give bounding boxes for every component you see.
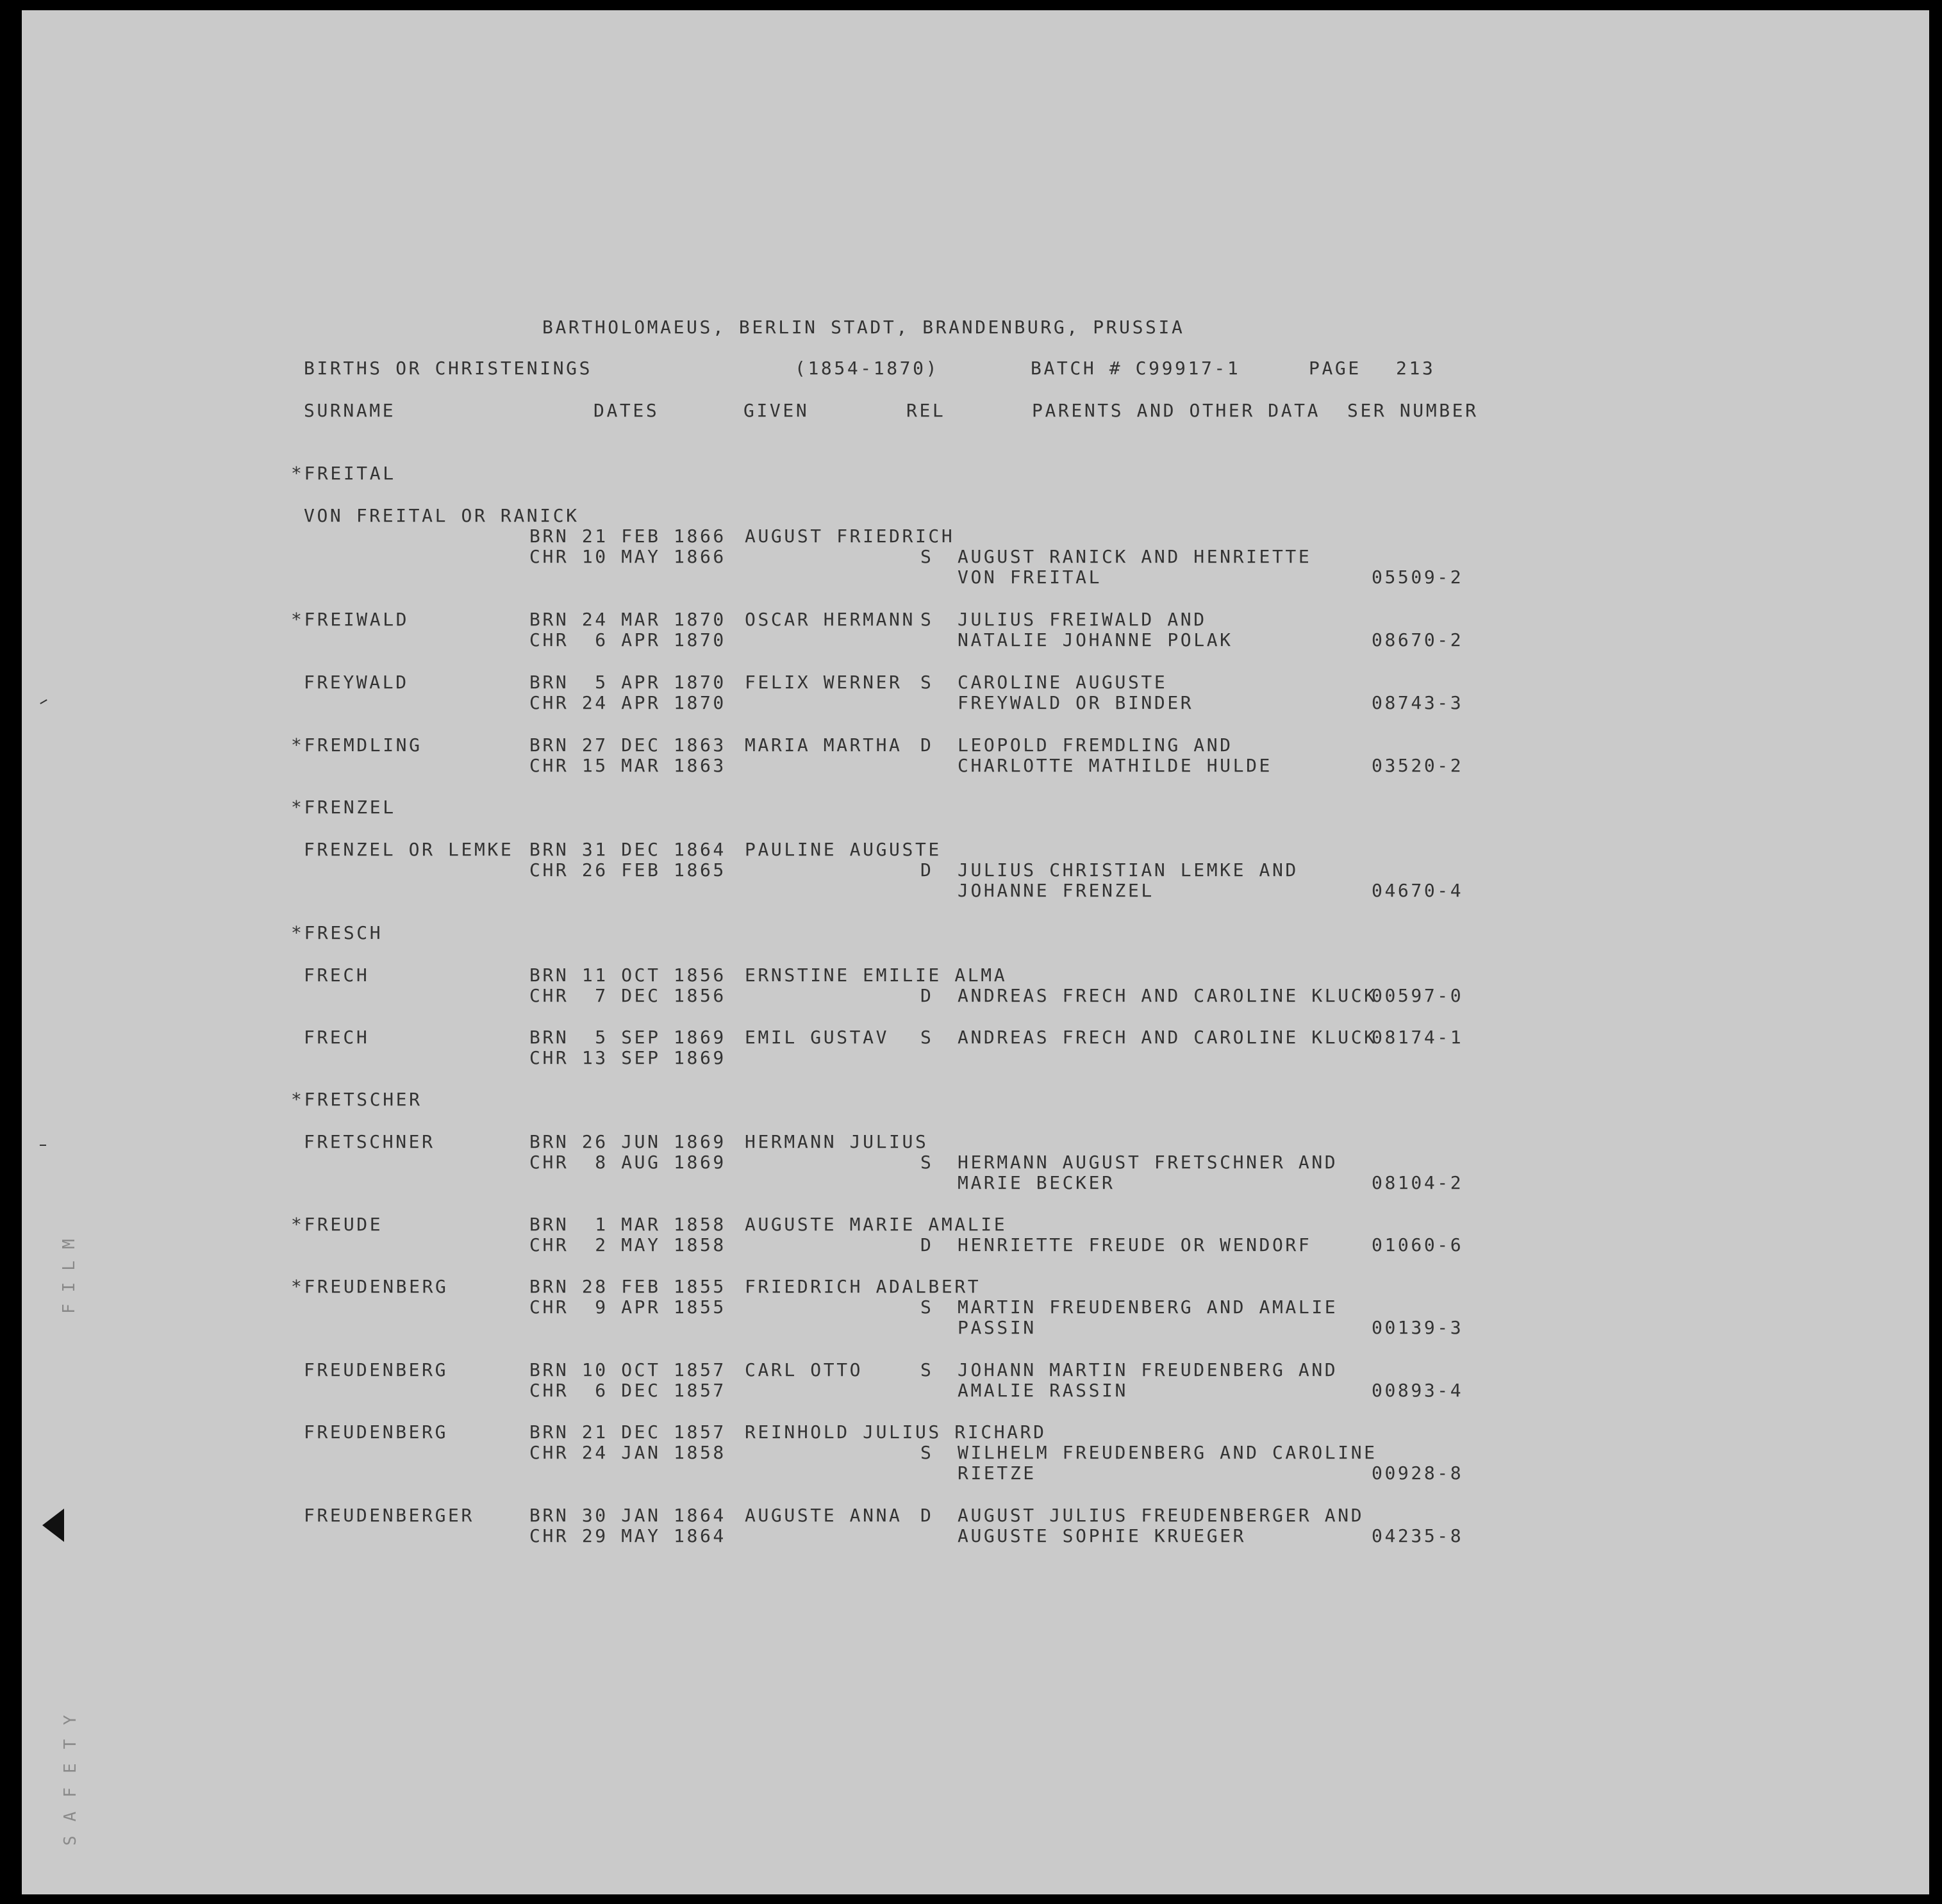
parents-cont: AMALIE RASSIN: [958, 1380, 1128, 1401]
relation: S: [920, 609, 934, 630]
col-ser-number: SER NUMBER: [1347, 400, 1479, 421]
christening-date: CHR 24 APR 1870: [529, 692, 726, 713]
parents: ANDREAS FRECH AND CAROLINE KLUCK: [958, 1027, 1377, 1048]
group-heading: *FRESCH: [291, 922, 383, 943]
surname: FREUDENBERGER: [304, 1505, 474, 1526]
parents: JOHANN MARTIN FREUDENBERG AND: [958, 1359, 1338, 1380]
ser-number: 05509-2: [1372, 567, 1464, 588]
birth-date: BRN 5 SEP 1869: [529, 1027, 726, 1048]
birth-date: BRN 5 APR 1870: [529, 672, 726, 693]
relation: D: [920, 859, 934, 881]
birth-date: BRN 24 MAR 1870: [529, 609, 726, 630]
given-name: REINHOLD JULIUS RICHARD: [745, 1421, 1047, 1443]
surname: *FREUDENBERG: [291, 1276, 449, 1297]
parents-cont: FREYWALD OR BINDER: [958, 692, 1194, 713]
given-name: EMIL GUSTAV: [745, 1027, 890, 1048]
page-number: 213: [1396, 358, 1436, 379]
christening-date: CHR 13 SEP 1869: [529, 1047, 726, 1068]
surname: FRECH: [304, 964, 370, 986]
surname: FRECH: [304, 1027, 370, 1048]
given-name: CARL OTTO: [745, 1359, 863, 1380]
page-title: BARTHOLOMAEUS, BERLIN STADT, BRANDENBURG, PRUSSIA: [542, 317, 1185, 338]
relation: S: [920, 1359, 934, 1380]
ser-number: 04235-8: [1372, 1525, 1464, 1546]
birth-date: BRN 1 MAR 1858: [529, 1214, 726, 1235]
birth-date: BRN 26 JUN 1869: [529, 1131, 726, 1152]
relation: S: [920, 1296, 934, 1318]
ser-number: 04670-4: [1372, 880, 1464, 901]
given-name: FELIX WERNER: [745, 672, 902, 693]
parents: AUGUST JULIUS FREUDENBERGER AND: [958, 1505, 1365, 1526]
group-heading: *FRETSCHER: [291, 1089, 422, 1110]
col-rel: REL: [906, 400, 946, 421]
year-range: (1854-1870): [795, 358, 940, 379]
record-type: BIRTHS OR CHRISTENINGS: [304, 358, 593, 379]
given-name: ERNSTINE EMILIE ALMA: [745, 964, 1008, 986]
christening-date: CHR 24 JAN 1858: [529, 1442, 726, 1463]
parents-cont: RIETZE: [958, 1462, 1036, 1484]
given-name: MARIA MARTHA: [745, 734, 902, 756]
relation: S: [920, 1152, 934, 1173]
surname: *FREUDE: [291, 1214, 383, 1235]
parents: WILHELM FREUDENBERG AND CAROLINE: [958, 1442, 1377, 1463]
surname: FREYWALD: [304, 672, 409, 693]
christening-date: CHR 26 FEB 1865: [529, 859, 726, 881]
surname: FREUDENBERG: [304, 1421, 449, 1443]
parents-cont: VON FREITAL: [958, 567, 1102, 588]
christening-date: CHR 7 DEC 1856: [529, 985, 726, 1006]
film-label: FILM: [60, 1227, 79, 1314]
birth-date: BRN 30 JAN 1864: [529, 1505, 726, 1526]
tick-mark-icon: [40, 1145, 46, 1146]
birth-date: BRN 21 FEB 1866: [529, 526, 726, 547]
col-dates: DATES: [593, 400, 660, 421]
col-surname: SURNAME: [304, 400, 396, 421]
birth-date: BRN 28 FEB 1855: [529, 1276, 726, 1297]
ser-number: 00597-0: [1372, 985, 1464, 1006]
parents: JULIUS FREIWALD AND: [958, 609, 1207, 630]
birth-date: BRN 10 OCT 1857: [529, 1359, 726, 1380]
parents-cont: PASSIN: [958, 1317, 1036, 1338]
relation: D: [920, 985, 934, 1006]
relation: D: [920, 734, 934, 756]
safety-label: SAFETY: [61, 1701, 80, 1846]
parents-cont: MARIE BECKER: [958, 1172, 1115, 1193]
ser-number: 08743-3: [1372, 692, 1464, 713]
birth-date: BRN 31 DEC 1864: [529, 839, 726, 860]
surname: FRENZEL OR LEMKE: [304, 839, 514, 860]
given-name: AUGUST FRIEDRICH: [745, 526, 955, 547]
microfilm-page: [22, 10, 1929, 1894]
given-name: AUGUSTE ANNA: [745, 1505, 902, 1526]
group-heading: *FRENZEL: [291, 797, 396, 818]
christening-date: CHR 6 APR 1870: [529, 629, 726, 650]
birth-date: BRN 27 DEC 1863: [529, 734, 726, 756]
given-name: PAULINE AUGUSTE: [745, 839, 942, 860]
parents: LEOPOLD FREMDLING AND: [958, 734, 1233, 756]
relation: S: [920, 546, 934, 567]
parents: HERMANN AUGUST FRETSCHNER AND: [958, 1152, 1338, 1173]
surname: *FREMDLING: [291, 734, 422, 756]
parents: ANDREAS FRECH AND CAROLINE KLUCK: [958, 985, 1377, 1006]
col-given: GIVEN: [743, 400, 809, 421]
parents: CAROLINE AUGUSTE: [958, 672, 1168, 693]
parents: JULIUS CHRISTIAN LEMKE AND: [958, 859, 1299, 881]
parents-cont: JOHANNE FRENZEL: [958, 880, 1154, 901]
parents: AUGUST RANICK AND HENRIETTE: [958, 546, 1312, 567]
ser-number: 00928-8: [1372, 1462, 1464, 1484]
col-parents: PARENTS AND OTHER DATA: [1032, 400, 1321, 421]
parents: MARTIN FREUDENBERG AND AMALIE: [958, 1296, 1338, 1318]
ser-number: 08104-2: [1372, 1172, 1464, 1193]
christening-date: CHR 15 MAR 1863: [529, 755, 726, 776]
film-marker-triangle-icon: [42, 1509, 64, 1542]
surname: VON FREITAL OR RANICK: [304, 505, 579, 526]
parents-cont: NATALIE JOHANNE POLAK: [958, 629, 1233, 650]
relation: S: [920, 1027, 934, 1048]
christening-date: CHR 10 MAY 1866: [529, 546, 726, 567]
ser-number: 00893-4: [1372, 1380, 1464, 1401]
ser-number: 01060-6: [1372, 1234, 1464, 1255]
ser-number: 03520-2: [1372, 755, 1464, 776]
page-label: PAGE: [1309, 358, 1361, 379]
relation: D: [920, 1234, 934, 1255]
ser-number: 08670-2: [1372, 629, 1464, 650]
surname: FREUDENBERG: [304, 1359, 449, 1380]
group-heading: *FREITAL: [291, 463, 396, 484]
parents: HENRIETTE FREUDE OR WENDORF: [958, 1234, 1312, 1255]
relation: S: [920, 1442, 934, 1463]
ser-number: 08174-1: [1372, 1027, 1464, 1048]
christening-date: CHR 29 MAY 1864: [529, 1525, 726, 1546]
birth-date: BRN 11 OCT 1856: [529, 964, 726, 986]
christening-date: CHR 9 APR 1855: [529, 1296, 726, 1318]
given-name: HERMANN JULIUS: [745, 1131, 929, 1152]
christening-date: CHR 8 AUG 1869: [529, 1152, 726, 1173]
parents-cont: AUGUSTE SOPHIE KRUEGER: [958, 1525, 1247, 1546]
given-name: FRIEDRICH ADALBERT: [745, 1276, 981, 1297]
given-name: AUGUSTE MARIE AMALIE: [745, 1214, 1008, 1235]
parents-cont: CHARLOTTE MATHILDE HULDE: [958, 755, 1272, 776]
surname: FRETSCHNER: [304, 1131, 435, 1152]
christening-date: CHR 6 DEC 1857: [529, 1380, 726, 1401]
relation: S: [920, 672, 934, 693]
batch-number: BATCH # C99917-1: [1031, 358, 1241, 379]
relation: D: [920, 1505, 934, 1526]
surname: *FREIWALD: [291, 609, 410, 630]
ser-number: 00139-3: [1372, 1317, 1464, 1338]
christening-date: CHR 2 MAY 1858: [529, 1234, 726, 1255]
given-name: OSCAR HERMANN: [745, 609, 915, 630]
birth-date: BRN 21 DEC 1857: [529, 1421, 726, 1443]
